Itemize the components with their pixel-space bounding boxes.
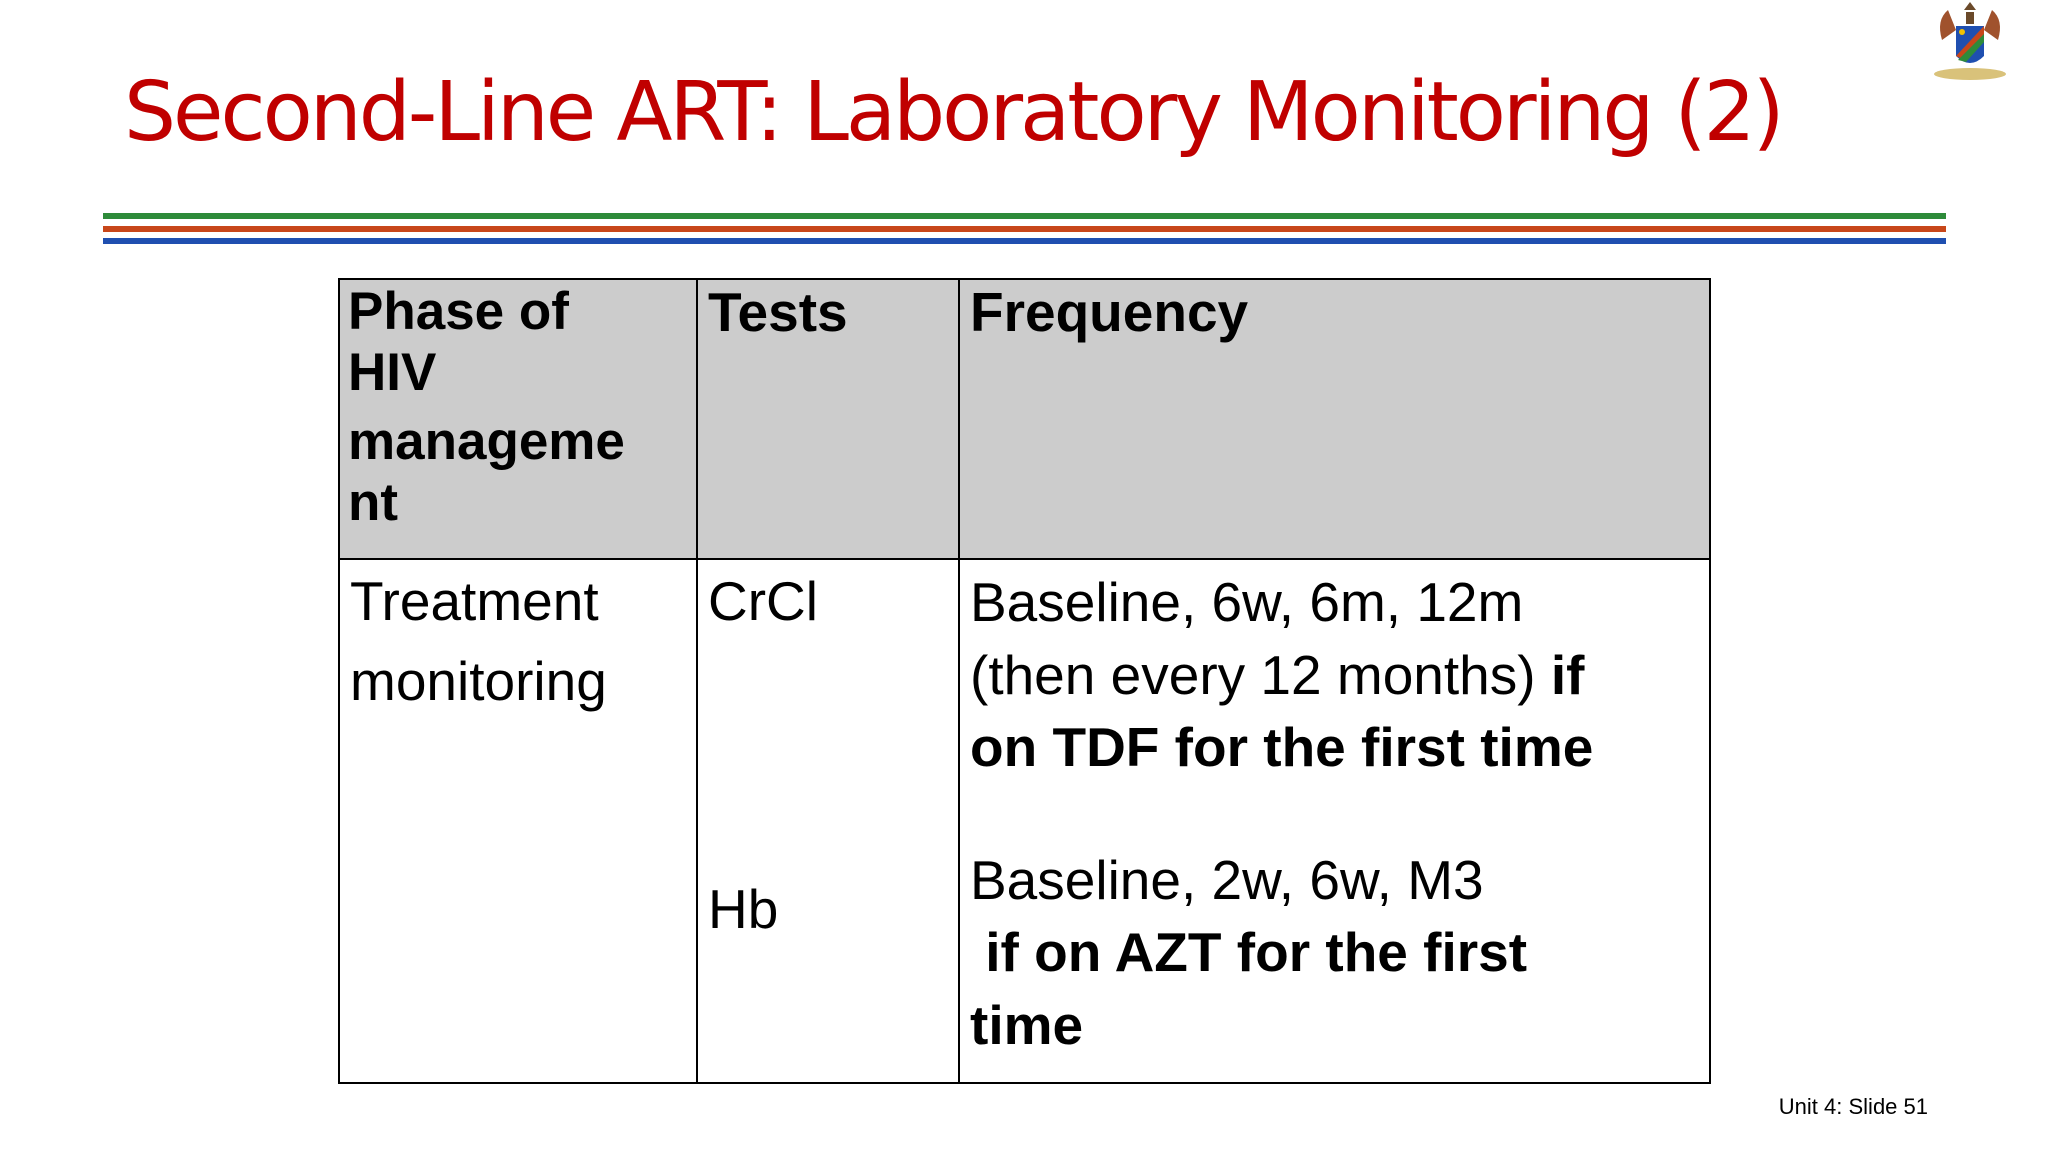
divider-blue (103, 238, 1946, 244)
test-hb: Hb (708, 877, 779, 940)
cell-phase: Treatment monitoring (339, 559, 697, 1083)
freq-hb: Baseline, 2w, 6w, M3 if on AZT for the first time (970, 848, 1528, 1056)
coat-of-arms-icon (1928, 0, 2012, 84)
freq-crcl: Baseline, 6w, 6m, 12m (then every 12 months) if on TDF for the first time (970, 571, 1594, 779)
table-header-row (339, 279, 1710, 559)
test-crcl: CrCl (708, 570, 818, 632)
divider-orange (103, 226, 1946, 232)
monitoring-table (338, 278, 1711, 1084)
header-tests: Tests (697, 279, 959, 559)
cell-frequency (959, 559, 1710, 1083)
header-phase: Phase of HIV manageme nt (339, 279, 697, 559)
header-frequency: Frequency (959, 279, 1710, 559)
slide-title: Second-Line ART: Laboratory Monitoring (2) (124, 65, 1782, 160)
cell-tests (697, 559, 959, 1083)
table-row (339, 559, 1710, 1083)
slide-number: Unit 4: Slide 51 (1778, 1094, 1928, 1119)
divider-green (103, 213, 1946, 219)
